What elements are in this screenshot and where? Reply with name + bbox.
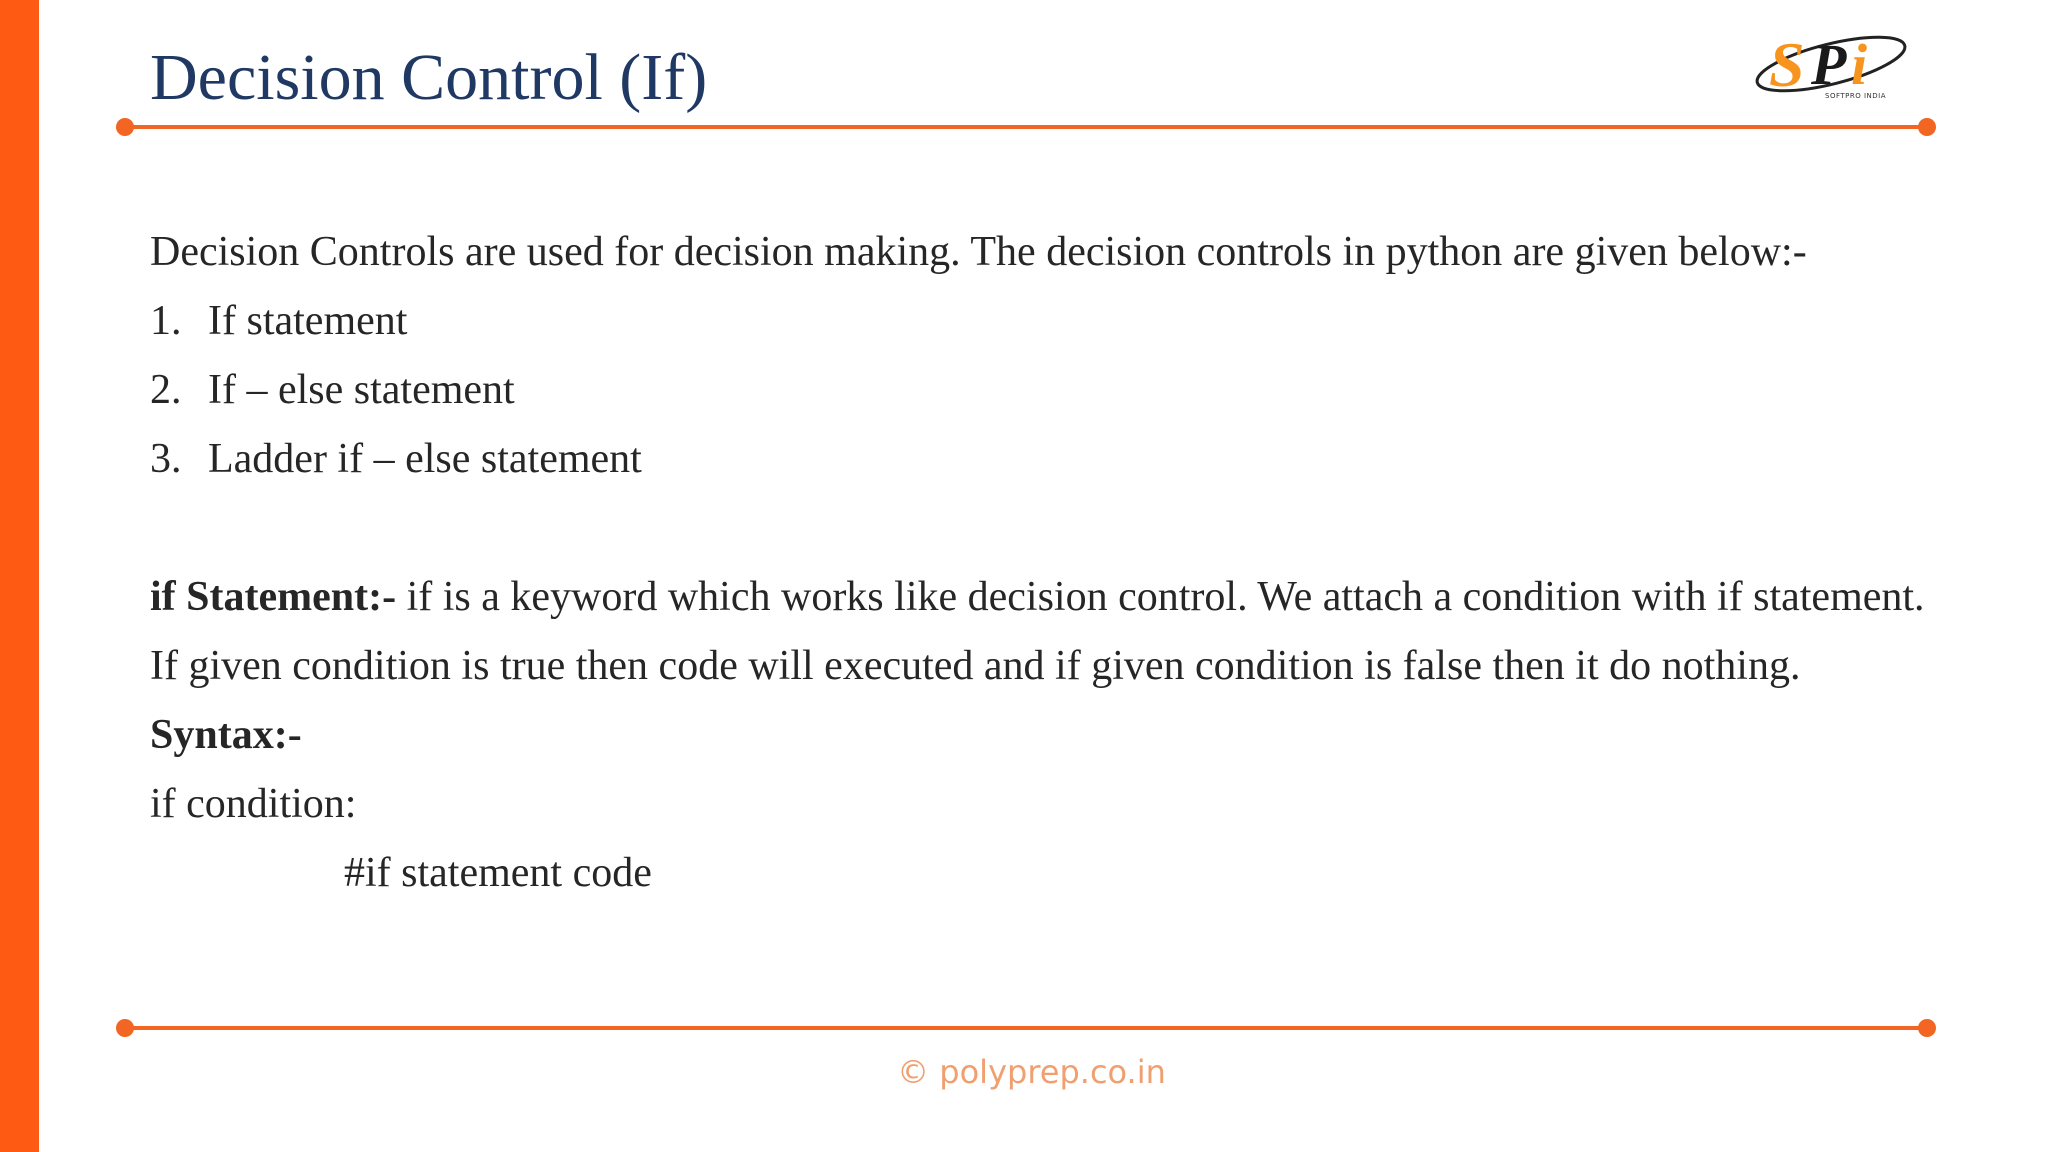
svg-text:S: S bbox=[1769, 29, 1805, 100]
list-item bbox=[150, 356, 2010, 425]
svg-text:SOFTPRO INDIA: SOFTPRO INDIA bbox=[1825, 92, 1886, 100]
syntax-label-text: Syntax:- bbox=[150, 712, 302, 758]
divider-dot-left bbox=[116, 1019, 134, 1037]
spi-logo bbox=[1745, 18, 1910, 100]
syntax-line-1: if condition: bbox=[150, 781, 357, 827]
divider-dot-left bbox=[116, 118, 134, 136]
svg-text:i: i bbox=[1851, 32, 1868, 97]
divider-dot-right bbox=[1918, 1019, 1936, 1037]
svg-text:P: P bbox=[1811, 32, 1847, 97]
list-item bbox=[150, 287, 2010, 356]
list-number: 3. bbox=[150, 436, 182, 482]
header-divider bbox=[125, 125, 1927, 129]
if-statement-term: if Statement:- bbox=[150, 574, 397, 620]
syntax-line-2: #if statement code bbox=[344, 850, 652, 896]
spacer bbox=[150, 494, 2010, 563]
list-text: Ladder if – else statement bbox=[208, 436, 642, 482]
list-number: 1. bbox=[150, 298, 182, 344]
list-number: 2. bbox=[150, 367, 182, 413]
left-accent-bar bbox=[0, 0, 39, 1152]
slide-body bbox=[150, 218, 2010, 908]
list-text: If – else statement bbox=[208, 367, 515, 413]
if-statement-desc-2: If given condition is true then code will executed and if given condition is false then it do nothing. bbox=[150, 643, 1801, 689]
list-text: If statement bbox=[208, 298, 408, 344]
if-statement-desc-1: if is a keyword which works like decision control. We attach a condition with if statement. bbox=[396, 574, 1925, 620]
intro-paragraph: Decision Controls are used for decision making. The decision controls in python are given below:- bbox=[150, 229, 1807, 275]
slide-title: Decision Control (If) bbox=[150, 41, 708, 114]
list-item bbox=[150, 425, 2010, 494]
syntax-label bbox=[150, 701, 2010, 770]
footer-copyright: © polyprep.co.in bbox=[897, 1053, 1166, 1091]
divider-dot-right bbox=[1918, 118, 1936, 136]
if-statement-definition bbox=[150, 563, 2010, 632]
footer-divider bbox=[125, 1026, 1927, 1030]
